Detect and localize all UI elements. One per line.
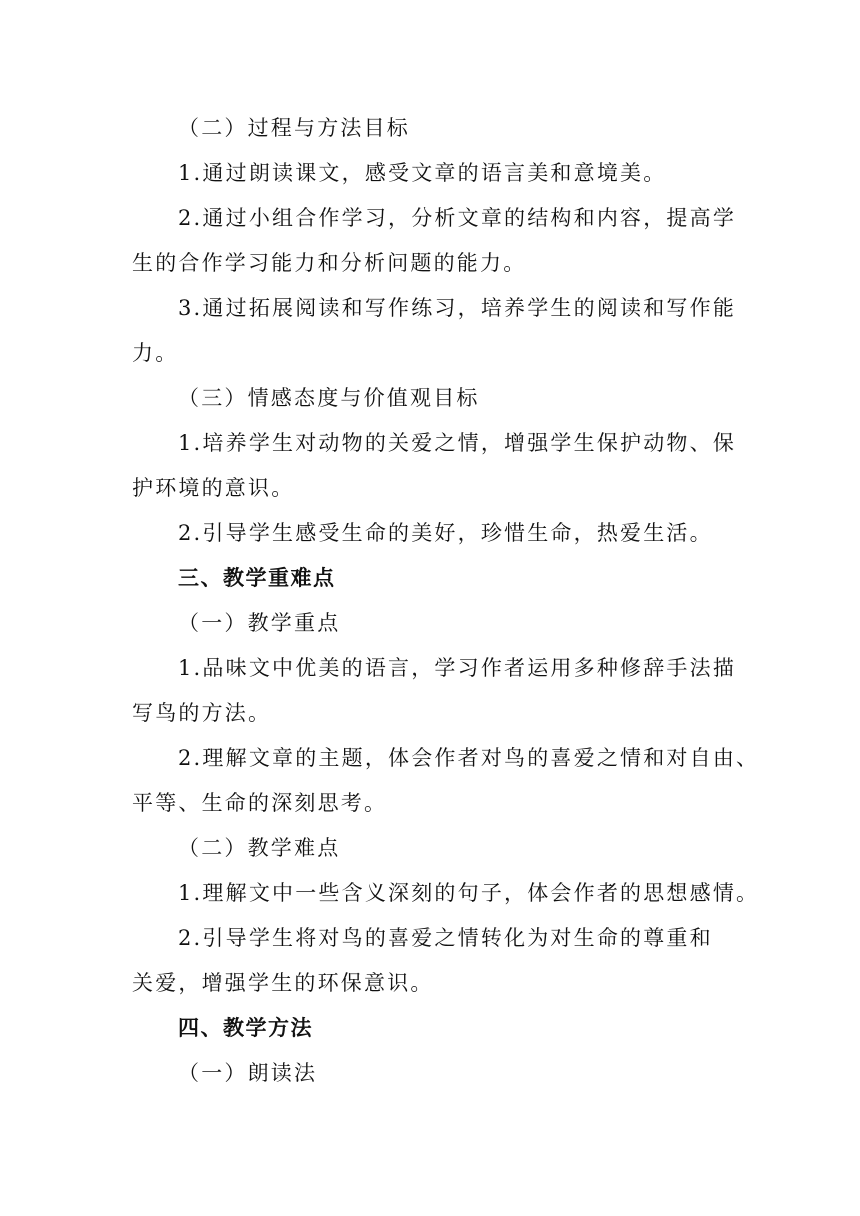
paragraph-line: 关爱，增强学生的环保意识。 — [132, 971, 434, 995]
subsection-heading-difficult-points: （二）教学难点 — [178, 836, 341, 860]
section-heading-key-difficult-points: 三、教学重难点 — [178, 566, 336, 590]
subsection-heading-emotion-values: （三）情感态度与价值观目标 — [178, 386, 480, 410]
paragraph-line: 1.理解文中一些含义深刻的句子，体会作者的思想感情。 — [178, 881, 760, 905]
section-heading-teaching-methods: 四、教学方法 — [178, 1016, 313, 1040]
paragraph-line: 1.通过朗读课文，感受文章的语言美和意境美。 — [178, 161, 667, 185]
paragraph-line: 力。 — [132, 341, 179, 365]
paragraph-line: 2.通过小组合作学习，分析文章的结构和内容，提高学 — [178, 206, 737, 230]
paragraph-line: 1.品味文中优美的语言，学习作者运用多种修辞手法描 — [178, 656, 737, 680]
subsection-heading-reading-method: （一）朗读法 — [178, 1061, 318, 1085]
paragraph-line: 写鸟的方法。 — [132, 701, 272, 725]
paragraph-line: 平等、生命的深刻思考。 — [132, 791, 388, 815]
subsection-heading-process-methods: （二）过程与方法目标 — [178, 116, 410, 140]
subsection-heading-key-points: （一）教学重点 — [178, 611, 341, 635]
paragraph-line: 2.引导学生将对鸟的喜爱之情转化为对生命的尊重和 — [178, 926, 713, 950]
paragraph-line: 1.培养学生对动物的关爱之情，增强学生保护动物、保 — [178, 431, 737, 455]
paragraph-line: 3.通过拓展阅读和写作练习，培养学生的阅读和写作能 — [178, 296, 737, 320]
paragraph-line: 2.理解文章的主题，体会作者对鸟的喜爱之情和对自由、 — [178, 746, 760, 770]
paragraph-line: 2.引导学生感受生命的美好，珍惜生命，热爱生活。 — [178, 521, 713, 545]
paragraph-line: 护环境的意识。 — [132, 476, 295, 500]
paragraph-line: 生的合作学习能力和分析问题的能力。 — [132, 251, 527, 275]
